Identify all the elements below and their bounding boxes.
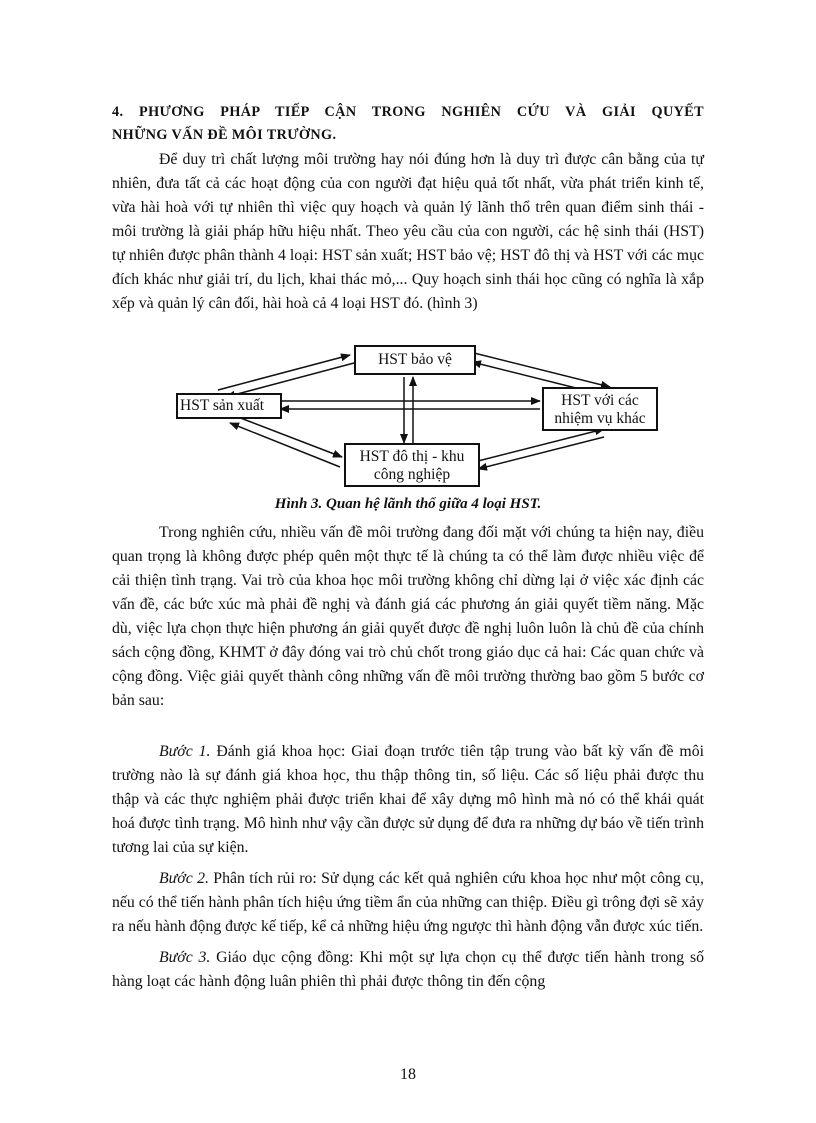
step-2 <box>112 867 704 939</box>
step-1 <box>112 740 704 860</box>
box-hst-production-label: HST sản xuất <box>180 397 265 414</box>
steps-list <box>112 740 704 1001</box>
paragraph-2: Trong nghiên cứu, nhiều vấn đề môi trường đang đối mặt với chúng ta hiện nay, điều quan trọng là không được phép quên một thực tế là chúng ta có thể làm được nhiều việc để cải thiện tình trạng. Vai trò của khoa học môi trường không chỉ dừng lại ở việc xác định các vấn đề, các bức xúc mà phải đề nghị và đánh giá các phương án giải quyết tiềm năng. Mặc dù, việc lựa chọn thực hiện phương án giải quyết được đề nghị luôn luôn là chủ đề của chính sách cộng đồng, KHMT ở đây đóng vai trò chủ chốt trong giáo dục cả hai: Các quan chức và cộng đồng. Việc giải quyết thành công những vấn đề môi trường thường bao gồm 5 bước cơ bản sau: <box>112 524 704 709</box>
step-3-label: Bước 3. <box>159 949 211 966</box>
box-hst-urban <box>344 443 480 487</box>
page-number: 18 <box>400 1066 416 1083</box>
arrow-urban-to-production <box>230 423 340 467</box>
arrow-production-to-protect <box>218 355 350 390</box>
section-heading <box>112 101 704 147</box>
step-1-label: Bước 1. <box>159 743 211 760</box>
hst-relationship-diagram <box>172 343 660 489</box>
step-3-text: Giáo dục cộng đồng: Khi một sự lựa chọn cụ thể được tiến hành trong số hàng loạt các hành động luân phiên thì phải được thông tin đến cộng <box>112 949 704 990</box>
section-heading-line1: 4. PHƯƠNG PHÁP TIẾP CẬN TRONG NGHIÊN CỨU VÀ GIẢI QUYẾT <box>112 104 704 120</box>
step-2-label: Bước 2. <box>159 870 209 887</box>
arrow-protect-to-production <box>226 363 354 397</box>
box-hst-protect-label: HST bảo vệ <box>378 351 452 368</box>
box-hst-urban-line2: công nghiệp <box>373 466 451 483</box>
step-2-text: Phân tích rủi ro: Sử dụng các kết quả nghiên cứu khoa học như một công cụ, nếu có thể tiến hành phân tích hiệu ứng tiềm ẩn của những can thiệp. Điều gì trông đợi sẽ xảy ra nếu hành động được kế tiếp, kể cả những hiệu ứng ngược thì hành động vẫn được xúc tiến. <box>112 870 704 935</box>
arrow-urban-to-other <box>478 429 604 461</box>
box-hst-other-line2: nhiệm vụ khác <box>554 410 646 427</box>
arrow-other-to-urban <box>478 437 604 469</box>
arrow-production-to-urban <box>238 417 342 457</box>
box-hst-urban-line1: HST đô thị - khu <box>359 448 465 465</box>
step-1-text: Đánh giá khoa học: Giai đoạn trước tiên tập trung vào bất kỳ vấn đề môi trường nào là sự đánh giá khoa học, thu thập thông tin, số liệu. Các số liệu phải được thu thập và các thực nghiệm phải được triển khai để xây dựng mô hình mà nó có thể khái quát hoá được tình trạng. Mô hình như vậy cần được sử dụng để đưa ra những dự báo về tiến trình tương lai của sự kiện. <box>112 743 704 856</box>
box-hst-protect <box>354 345 476 375</box>
section-heading-line2: NHỮNG VẤN ĐỀ MÔI TRƯỜNG. <box>112 127 337 143</box>
paragraph-1: Để duy trì chất lượng môi trường hay nói đúng hơn là duy trì được cân bằng của tự nhiên, đưa tất cả các hoạt động của con người đạt hiệu quả tốt nhất, vừa phát triển kinh tế, vừa hài hoà với tự nhiên thì việc quy hoạch và quản lý lãnh thổ trên quan điểm sinh thái - môi trường là giải pháp hữu hiệu nhất. Theo yêu cầu của con người, các hệ sinh thái (HST) tự nhiên được phân thành 4 loại: HST sản xuất; HST bảo vệ; HST đô thị và HST với các mục đích khác như giải trí, du lịch, khai thác mỏ,... Quy hoạch sinh thái học cũng có nghĩa là xắp xếp và quản lý cân đối, hài hoà cả 4 loại HST đó. (hình 3) <box>112 151 704 312</box>
body-paragraph <box>112 521 704 713</box>
step-3 <box>112 946 704 994</box>
box-hst-production <box>176 393 282 419</box>
box-hst-other-line1: HST với các <box>561 392 639 409</box>
arrow-protect-to-other <box>474 353 610 387</box>
figure-caption: Hình 3. Quan hệ lãnh thổ giữa 4 loại HST. <box>274 496 542 512</box>
intro-paragraph <box>112 148 704 316</box>
box-hst-other <box>542 387 658 431</box>
